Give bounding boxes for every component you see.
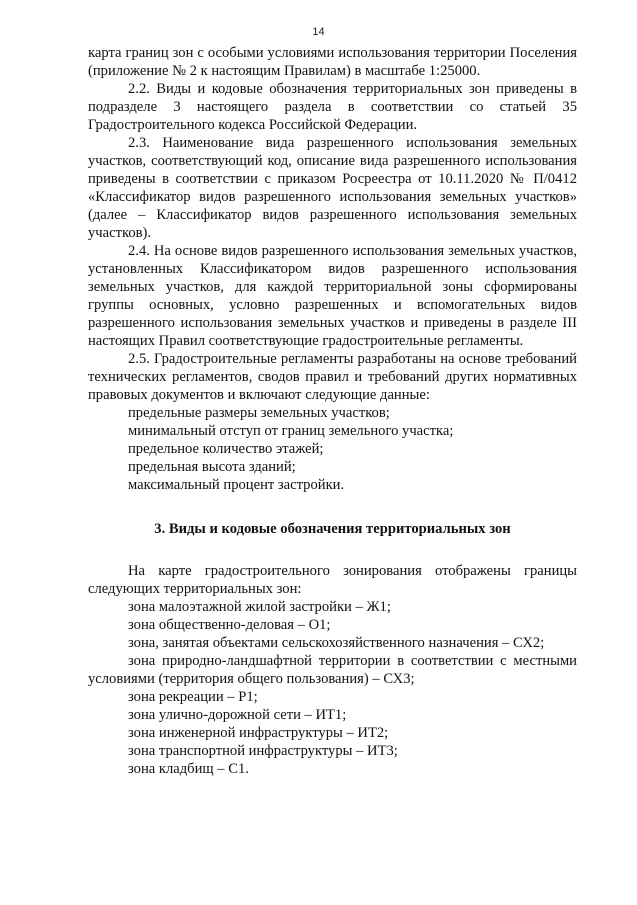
paragraph-2-5: 2.5. Градостроительные регламенты разработаны на основе требований технических регламентов, сводов правил и требований других нормативных правовых документов и включают следующие данные: [88,351,577,403]
paragraph-2-3: 2.3. Наименование вида разрешенного использования земельных участков, соответствующий код, описание вида разрешенного использования приведены в соответствии с приказом Росреестра от 10.11.2020 № П/0412 «Классификатор видов разрешенного использования земельных участков» (далее – Классификатор видов разрешенного использования земельных участков). [88,135,577,241]
section-heading: 3. Виды и кодовые обозначения территориальных зон [154,521,511,537]
paragraph-3-intro: На карте градостроительного зонирования отображены границы следующих территориальных зон: [88,563,577,597]
zone-list-item: зона, занятая объектами сельскохозяйственного назначения – СХ2; [128,635,545,651]
regulation-list-item: минимальный отступ от границ земельного участка; [128,423,454,439]
paragraph-intro: карта границ зон с особыми условиями использования территории Поселения (приложение № 2 к настоящим Правилам) в масштабе 1:25000. [88,45,577,79]
zone-list-item: зона рекреации – Р1; [128,689,258,705]
document-body [88,44,577,778]
zone-list-item: зона улично-дорожной сети – ИТ1; [128,707,347,723]
paragraph-2-2: 2.2. Виды и кодовые обозначения территориальных зон приведены в подразделе 3 настоящего раздела в соответствии со статьей 35 Градостроительного кодекса Российской Федерации. [88,81,577,133]
zone-list-item: зона общественно-деловая – О1; [128,617,331,633]
zone-list-item: зона транспортной инфраструктуры – ИТ3; [128,743,398,759]
regulation-list-item: предельная высота зданий; [128,459,296,475]
zone-list-item: зона малоэтажной жилой застройки – Ж1; [128,599,391,615]
page-number: 14 [312,26,325,38]
regulation-list-item: максимальный процент застройки. [128,477,345,493]
regulation-list-item: предельные размеры земельных участков; [128,405,390,421]
regulation-list-item: предельное количество этажей; [128,441,324,457]
zone-list-item: зона природно-ландшафтной территории в соответствии с местными условиями (территория общего пользования) – СХ3; [88,653,577,687]
zone-list-item: зона инженерной инфраструктуры – ИТ2; [128,725,389,741]
paragraph-2-4: 2.4. На основе видов разрешенного использования земельных участков, установленных Классификатором видов разрешенного использования земельных участков, для каждой территориальной зоны сформированы группы основных, условно разрешенных и вспомогательных видов разрешенного использования земельных участков и приведены в разделе III настоящих Правил соответствующие градостроительные регламенты. [88,243,577,349]
zone-list-item: зона кладбищ – С1. [128,761,249,777]
